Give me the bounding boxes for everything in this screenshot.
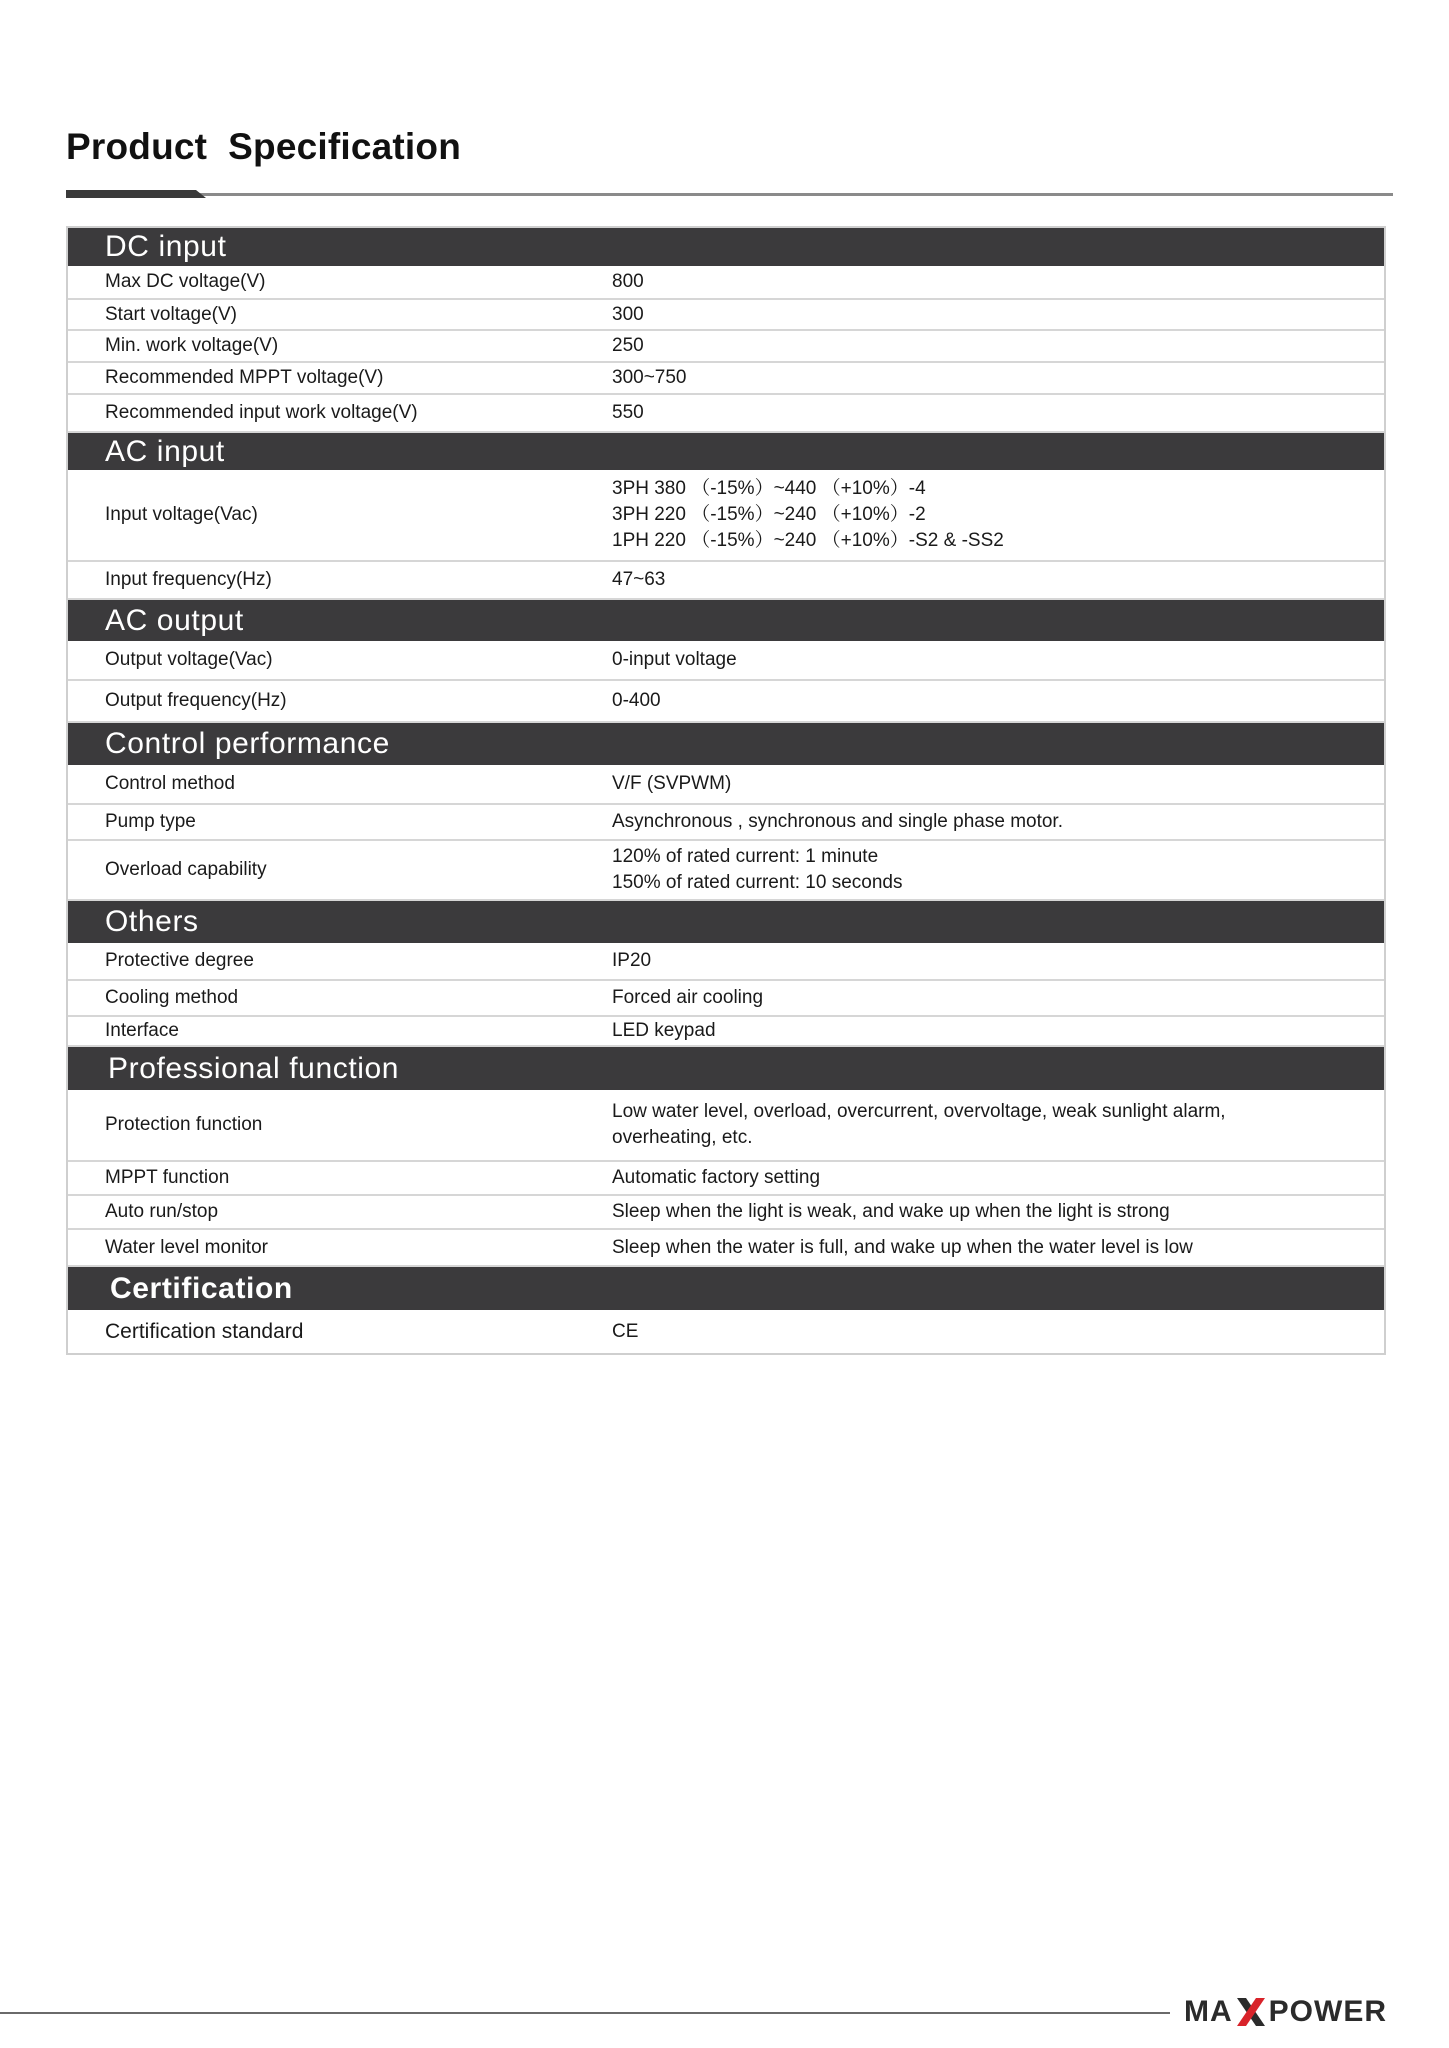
table-row <box>68 981 1384 1017</box>
row-value: 300 <box>612 303 644 325</box>
row-value: 250 <box>612 335 644 356</box>
table-row <box>68 300 1384 331</box>
row-value: CE <box>612 1320 639 1342</box>
section-heading-certification: Certification <box>68 1267 1384 1310</box>
table-row <box>68 1196 1384 1230</box>
row-value: 0-400 <box>612 690 661 711</box>
table-row <box>68 641 1384 681</box>
table-row <box>68 363 1384 395</box>
page-title: Product Specification <box>66 126 462 167</box>
row-label: Pump type <box>105 811 196 832</box>
section-heading-ac-input: AC input <box>68 433 1384 470</box>
section-heading-control-performance: Control performance <box>68 723 1384 765</box>
row-label: Min. work voltage(V) <box>105 335 279 356</box>
row-value: 3PH 380 （-15%）~440 （+10%）-4 3PH 220 （-15%）~240 （+10%）-2 1PH 220 （-15%）~240 （+10%）-S2 & -SS2 <box>612 478 1004 551</box>
table-row <box>68 943 1384 981</box>
table-row <box>68 395 1384 433</box>
row-label: Output frequency(Hz) <box>105 690 287 711</box>
row-label: Recommended input work voltage(V) <box>105 402 418 423</box>
row-value: Asynchronous , synchronous and single phase motor. <box>612 811 1063 832</box>
row-value: Automatic factory setting <box>612 1167 821 1188</box>
logo-text-right: POWER <box>1268 1995 1387 2028</box>
spec-table <box>66 226 1386 1355</box>
title-accent-bar <box>66 190 206 198</box>
row-label: Protective degree <box>105 950 254 971</box>
table-row <box>68 1090 1384 1162</box>
row-value: Low water level, overload, overcurrent, overvoltage, weak sunlight alarm, overheating, etc. <box>612 1101 1226 1148</box>
section-heading-others: Others <box>68 901 1384 943</box>
row-value: Sleep when the water is full, and wake up when the water level is low <box>612 1236 1193 1258</box>
row-value: 47~63 <box>612 569 666 590</box>
row-label: Input voltage(Vac) <box>105 504 258 525</box>
row-label: Control method <box>105 773 235 794</box>
row-label: Start voltage(V) <box>105 303 237 325</box>
logo-text-left: MA <box>1184 1995 1233 2028</box>
row-label: Input frequency(Hz) <box>105 569 272 590</box>
table-row <box>68 805 1384 841</box>
row-value: Forced air cooling <box>612 987 764 1008</box>
table-row <box>68 1310 1384 1353</box>
row-value: Sleep when the light is weak, and wake up when the light is strong <box>612 1201 1170 1222</box>
section-heading-dc-input: DC input <box>68 228 1384 266</box>
row-value: 120% of rated current: 1 minute 150% of rated current: 10 seconds <box>612 846 903 893</box>
section-heading-professional-function: Professional function <box>68 1047 1384 1090</box>
title-divider <box>66 193 1393 196</box>
row-value: V/F (SVPWM) <box>612 773 732 794</box>
section-heading-ac-output: AC output <box>68 600 1384 641</box>
row-label: MPPT function <box>105 1167 230 1188</box>
table-row <box>68 562 1384 600</box>
table-row <box>68 841 1384 901</box>
row-label: Max DC voltage(V) <box>105 271 266 292</box>
table-row <box>68 266 1384 300</box>
row-label: Certification standard <box>105 1319 304 1343</box>
table-row <box>68 470 1384 562</box>
row-value: 0-input voltage <box>612 649 737 670</box>
x-mark-icon <box>1234 1996 1268 2028</box>
row-label: Overload capability <box>105 859 267 880</box>
row-value: 550 <box>612 402 644 423</box>
row-label: Interface <box>105 1020 179 1041</box>
row-label: Recommended MPPT voltage(V) <box>105 367 384 388</box>
row-value: IP20 <box>612 950 652 971</box>
table-row <box>68 331 1384 363</box>
row-value: 300~750 <box>612 367 687 388</box>
row-label: Auto run/stop <box>105 1201 219 1222</box>
brand-logo <box>1184 1994 1387 2030</box>
row-label: Protection function <box>105 1114 263 1135</box>
row-label: Water level monitor <box>105 1236 268 1258</box>
table-row <box>68 1162 1384 1196</box>
table-row <box>68 765 1384 805</box>
table-row <box>68 1230 1384 1267</box>
table-row <box>68 681 1384 723</box>
row-value: 800 <box>612 271 644 292</box>
row-label: Cooling method <box>105 987 239 1008</box>
footer-divider <box>0 2012 1170 2014</box>
row-value: LED keypad <box>612 1020 716 1041</box>
table-row <box>68 1017 1384 1047</box>
row-label: Output voltage(Vac) <box>105 649 273 670</box>
